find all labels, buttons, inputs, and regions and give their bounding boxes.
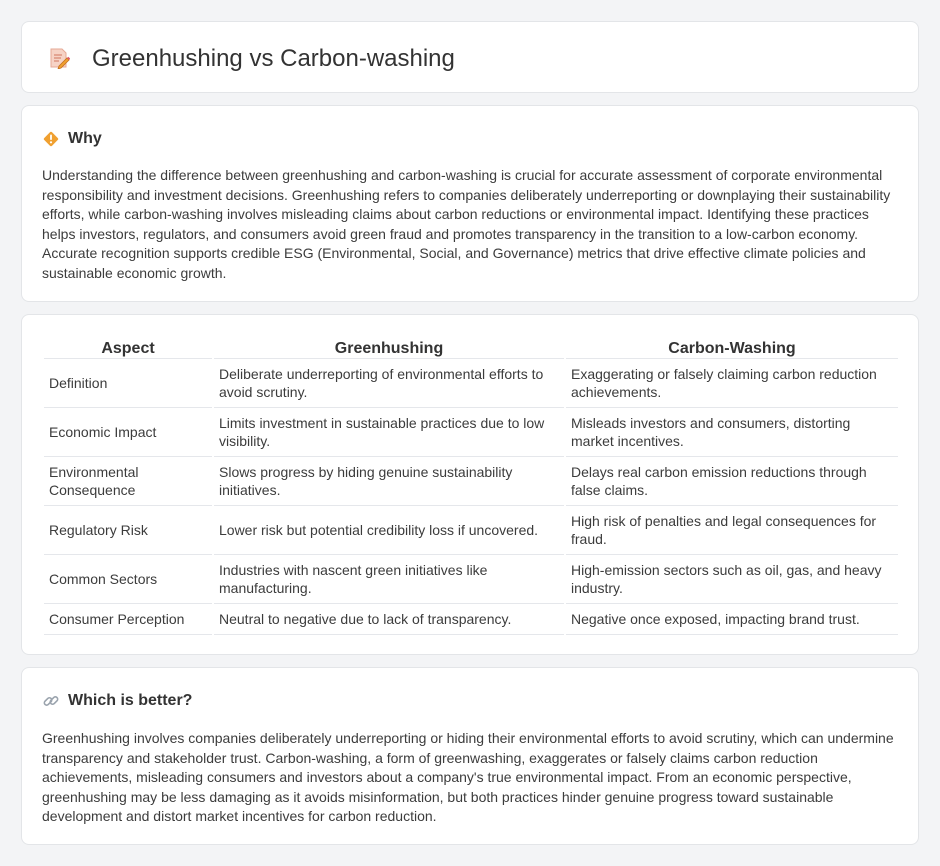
better-text: Greenhushing involves companies deliberately underreporting or hiding their environmental efforts to avoid scrutiny, which can undermine transparency and stakeholder trust. Carbon-washing, a form of greenwashing, exaggerates or falsely claims carbon reduction achievements, misleading consumers and investors about a company's true environmental impact. From an economic perspective, greenhushing may be less damaging as it avoids misinformation, but both practices hinder genuine progress toward sustainable development and distort market incentives for carbon reduction. (42, 730, 894, 824)
aspect-cell: Environmental Consequence (44, 457, 212, 506)
table-row (44, 359, 898, 408)
table-row (44, 408, 898, 457)
link-icon (42, 692, 60, 710)
aspect-cell: Economic Impact (44, 408, 212, 457)
why-header (42, 128, 102, 150)
why-heading: Why (68, 130, 102, 147)
greenhushing-cell: Slows progress by hiding genuine sustainability initiatives. (214, 457, 564, 506)
document-pen-icon (48, 47, 70, 69)
carbon-washing-cell: Misleads investors and consumers, distorting market incentives. (566, 408, 898, 457)
comparison-section (21, 314, 919, 655)
carbon-washing-cell: Negative once exposed, impacting brand trust. (566, 604, 898, 635)
why-section (21, 105, 919, 302)
carbon-washing-cell: High risk of penalties and legal consequences for fraud. (566, 506, 898, 555)
table-row (44, 604, 898, 635)
diamond-warning-icon (42, 130, 60, 148)
carbon-washing-cell: High-emission sectors such as oil, gas, and heavy industry. (566, 555, 898, 604)
greenhushing-cell: Neutral to negative due to lack of transparency. (214, 604, 564, 635)
title-card (21, 21, 919, 93)
carbon-washing-cell: Delays real carbon emission reductions through false claims. (566, 457, 898, 506)
greenhushing-cell: Lower risk but potential credibility loss if uncovered. (214, 506, 564, 555)
greenhushing-cell: Limits investment in sustainable practices due to low visibility. (214, 408, 564, 457)
column-header-greenhushing: Greenhushing (214, 337, 564, 359)
better-heading: Which is better? (68, 692, 193, 709)
aspect-cell: Definition (44, 359, 212, 408)
comparison-table (42, 337, 900, 635)
aspect-cell: Regulatory Risk (44, 506, 212, 555)
table-row (44, 555, 898, 604)
greenhushing-cell: Industries with nascent green initiatives like manufacturing. (214, 555, 564, 604)
column-header-aspect: Aspect (44, 337, 212, 359)
aspect-cell: Consumer Perception (44, 604, 212, 635)
table-row (44, 506, 898, 555)
table-row (44, 457, 898, 506)
which-is-better-section (21, 667, 919, 845)
table-header-row (44, 337, 898, 359)
why-text: Understanding the difference between greenhushing and carbon-washing is crucial for accurate assessment of corporate environmental responsibility and investment decisions. Greenhushing refers to companies deliberately underreporting or downplaying their sustainability efforts, while carbon-washing involves misleading claims about carbon reductions or environmental impact. Identifying these practices helps investors, regulators, and consumers avoid green fraud and promotes transparency in the transition to a low-carbon economy. Accurate recognition supports credible ESG (Environmental, Social, and Governance) metrics that drive effective climate policies and sustainable economic growth. (42, 167, 891, 281)
column-header-carbon-washing: Carbon-Washing (566, 337, 898, 359)
page-title: Greenhushing vs Carbon-washing (92, 45, 455, 72)
better-header (42, 690, 192, 712)
greenhushing-cell: Deliberate underreporting of environmental efforts to avoid scrutiny. (214, 359, 564, 408)
aspect-cell: Common Sectors (44, 555, 212, 604)
carbon-washing-cell: Exaggerating or falsely claiming carbon reduction achievements. (566, 359, 898, 408)
